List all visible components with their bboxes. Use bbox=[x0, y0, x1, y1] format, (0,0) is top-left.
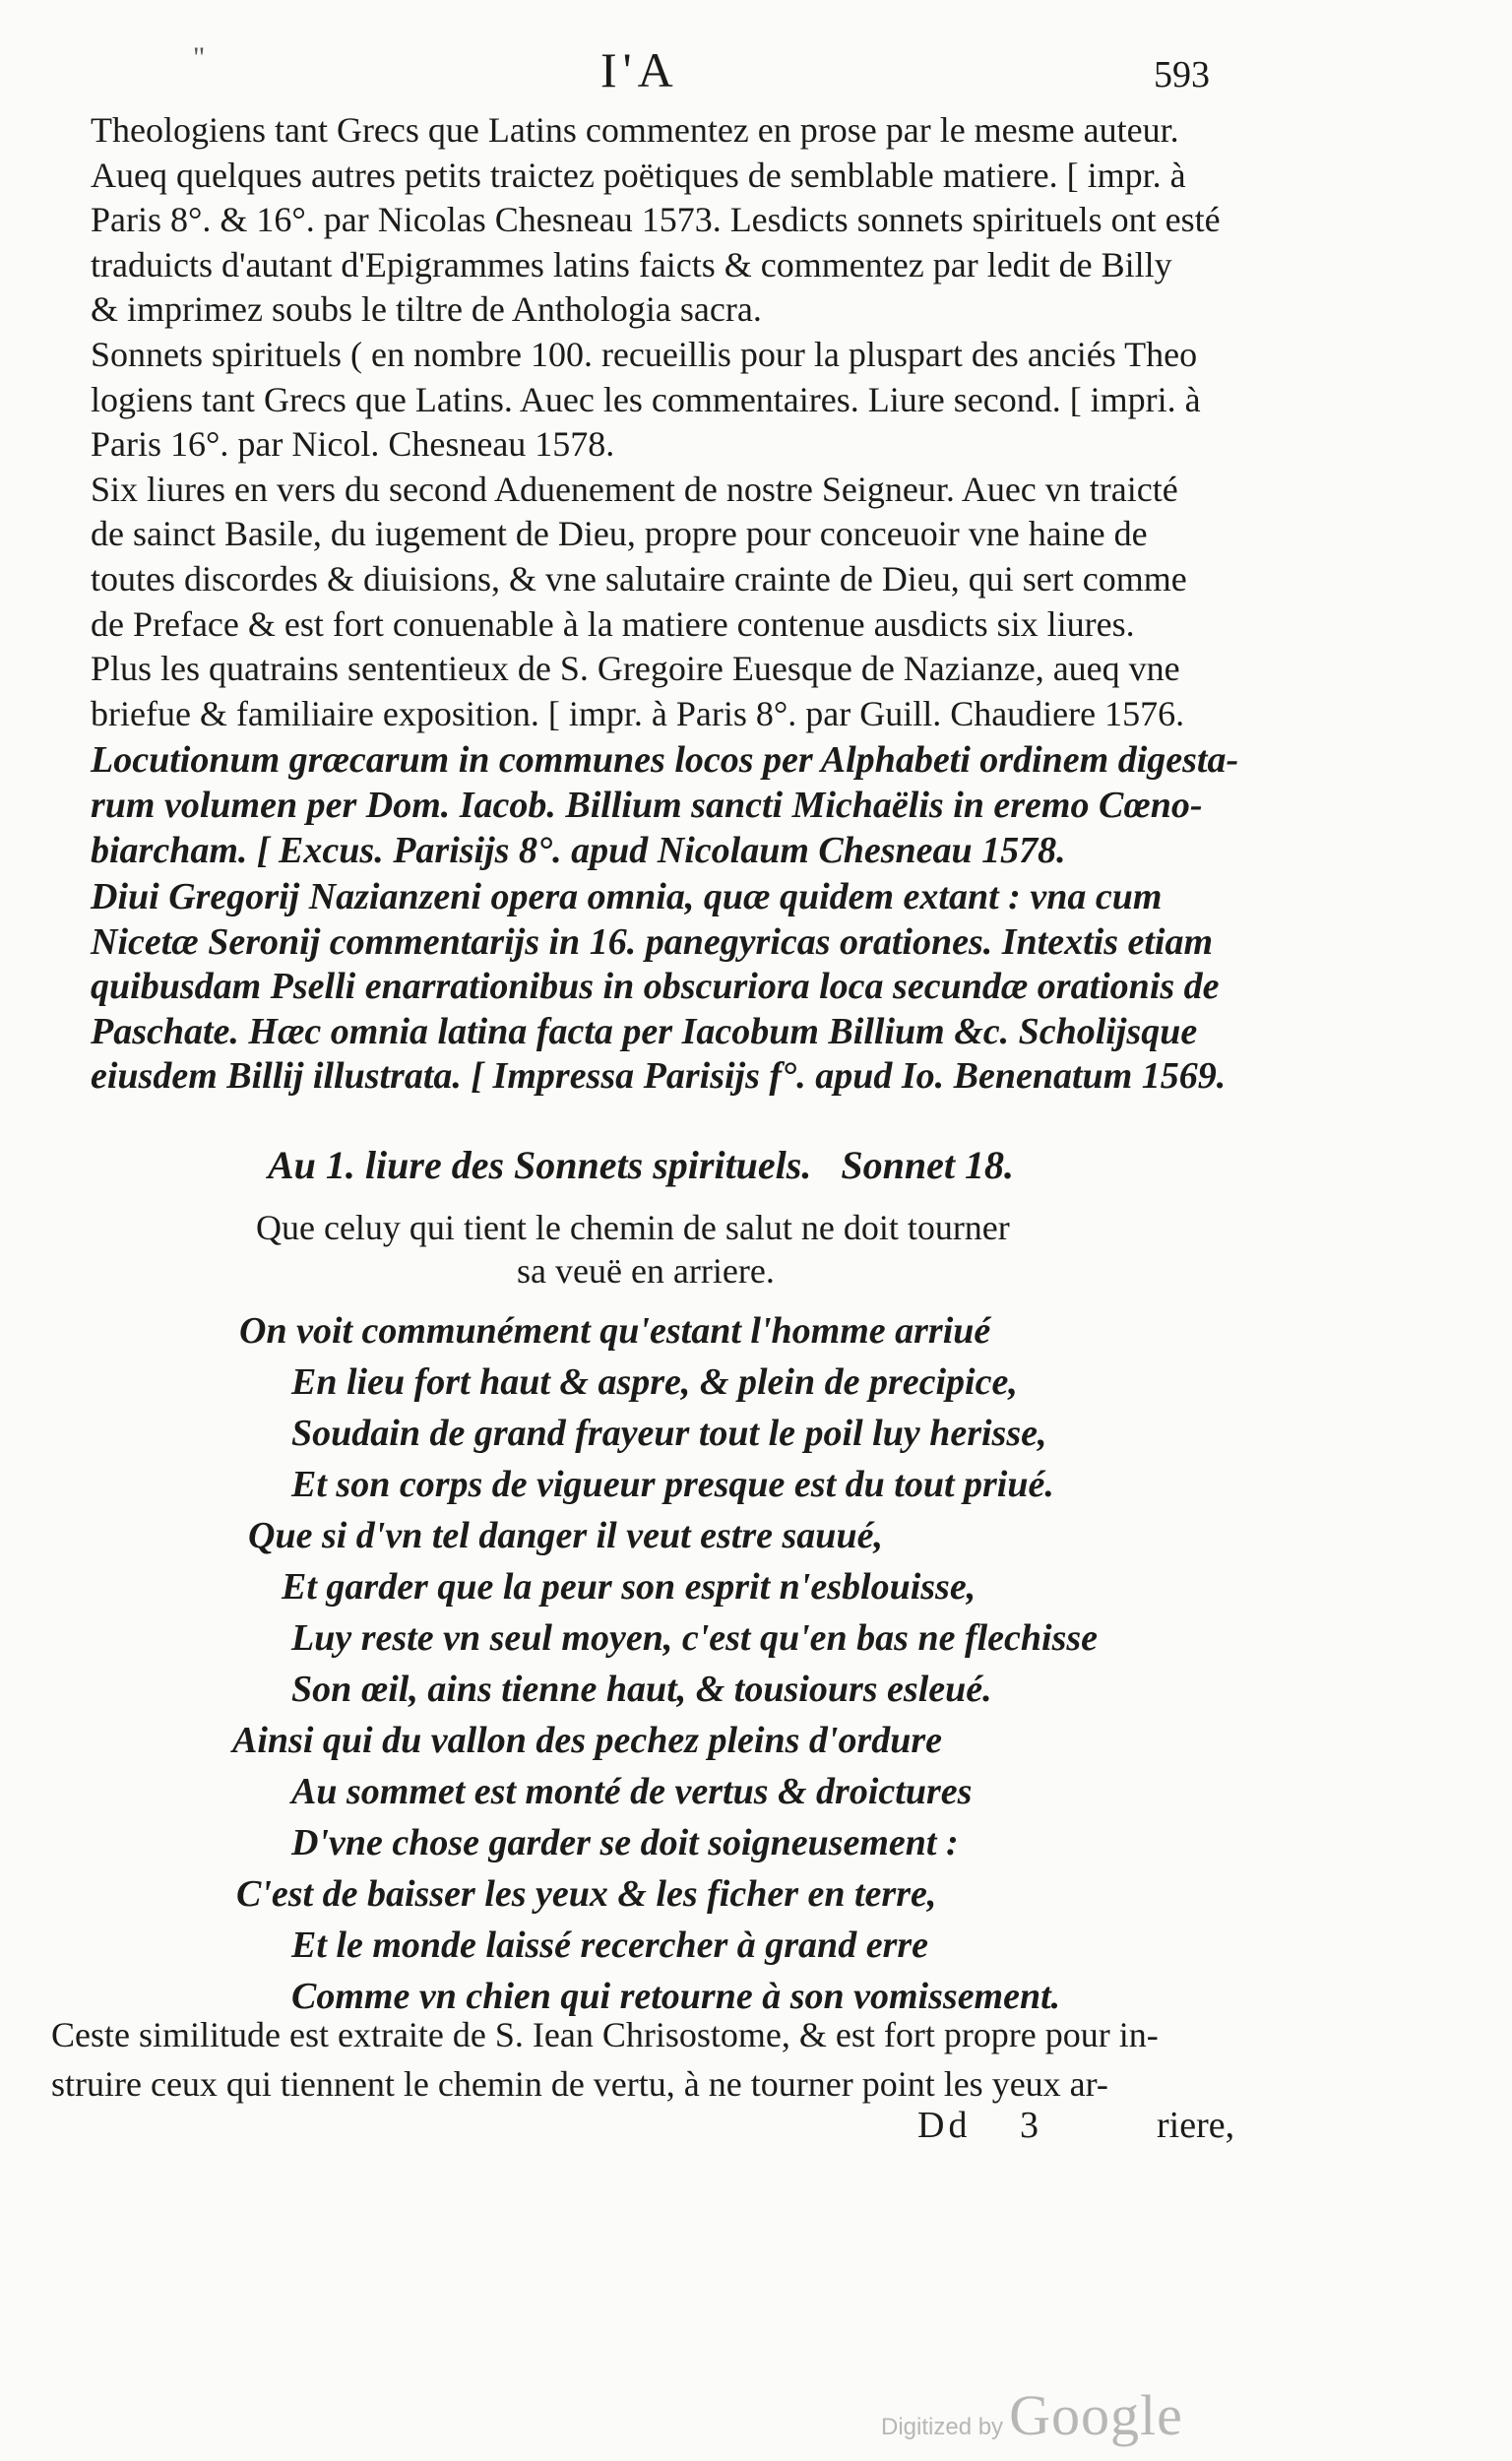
entry-line: rum volumen per Dom. Iacob. Billium sancti Michaëlis in eremo Cœno- bbox=[91, 784, 1203, 826]
signature-mark: Dd bbox=[917, 2105, 972, 2146]
entry-line: Plus les quatrains sententieux de S. Gregoire Euesque de Nazianze, aueq vne bbox=[91, 649, 1180, 689]
argument-line: sa veuë en arriere. bbox=[517, 1251, 775, 1291]
digitized-watermark bbox=[881, 2382, 1183, 2448]
commentary bbox=[51, 2010, 1282, 2109]
verse-line: Soudain de grand frayeur tout le poil luy herisse, bbox=[291, 1413, 1047, 1454]
commentary-line: Ceste similitude est extraite de S. Iean Chrisostome, & est fort propre pour in- bbox=[51, 2015, 1159, 2054]
entry-line: Nicetæ Seronij commentarijs in 16. panegyricas orationes. Intextis etiam bbox=[91, 920, 1214, 963]
bibliography-entries bbox=[91, 108, 1282, 1100]
catchline bbox=[0, 2104, 1512, 2153]
entry-line: de Preface & est fort conuenable à la matiere contenue ausdicts six liures. bbox=[91, 603, 1135, 644]
entry-line: toutes discordes & diuisions, & vne salutaire crainte de Dieu, qui sert comme bbox=[91, 558, 1187, 599]
commentary-line: struire ceux qui tiennent le chemin de vertu, à ne tourner point les yeux ar- bbox=[51, 2064, 1108, 2104]
entry-sonnets-first-book bbox=[91, 108, 1282, 333]
entry-line: biarcham. [ Excus. Parisijs 8°. apud Nicolaum Chesneau 1578. bbox=[91, 829, 1066, 871]
entry-line: Diui Gregorij Nazianzeni opera omnia, quæ quidem extant : vna cum bbox=[91, 876, 1163, 918]
verse-line: Comme vn chien qui retourne à son vomissement. bbox=[291, 1976, 1061, 2017]
signature-number: 3 bbox=[1020, 2105, 1039, 2146]
entry-line: Theologiens tant Grecs que Latins commentez en prose par le mesme auteur. bbox=[91, 110, 1179, 150]
entry-sonnets-second-book bbox=[91, 333, 1282, 468]
entry-line: de sainct Basile, du iugement de Dieu, propre pour conceuoir vne haine de bbox=[91, 514, 1148, 554]
entry-line: briefue & familiaire exposition. [ impr. à Paris 8°. par Guill. Chaudiere 1576. bbox=[91, 693, 1185, 733]
entry-line: logiens tant Grecs que Latins. Auec les commentaires. Liure second. [ impri. à bbox=[91, 379, 1201, 419]
sonnet-number: Sonnet 18. bbox=[841, 1143, 1014, 1187]
verse-line: D'vne chose garder se doit soigneusement : bbox=[291, 1822, 959, 1863]
verse-line: Son œil, ains tienne haut, & tousiours esleué. bbox=[291, 1669, 992, 1710]
verse-line: Et son corps de vigueur presque est du tout priué. bbox=[291, 1464, 1054, 1505]
verse-line: Et garder que la peur son esprit n'esblouisse, bbox=[282, 1566, 976, 1608]
entry-line: Paris 16°. par Nicol. Chesneau 1578. bbox=[91, 424, 615, 465]
entry-line: Locutionum græcarum in communes locos per Alphabeti ordinem digesta- bbox=[91, 739, 1239, 782]
verse-line: En lieu fort haut & aspre, & plein de precipice, bbox=[291, 1361, 1018, 1403]
page-header bbox=[0, 41, 1512, 110]
entry-line: eiusdem Billij illustrata. [ Impressa Parisijs f°. apud Io. Benenatum 1569. bbox=[91, 1055, 1227, 1098]
sonnet-heading bbox=[268, 1142, 1014, 1188]
entry-locutionum bbox=[91, 738, 1282, 873]
catchword: riere, bbox=[1157, 2105, 1235, 2146]
entry-line: Paris 8°. & 16°. par Nicolas Chesneau 1573. Lesdicts sonnets spirituels ont esté bbox=[91, 200, 1221, 240]
entry-six-liures bbox=[91, 468, 1282, 737]
entry-gregorii-opera bbox=[91, 875, 1282, 1100]
verse-line: Ainsi qui du vallon des pechez pleins d'ordure bbox=[232, 1720, 943, 1761]
stray-mark: " bbox=[193, 41, 206, 74]
entry-line: traduicts d'autant d'Epigrammes latins faicts & commentez par ledit de Billy bbox=[91, 244, 1172, 284]
argument-line: Que celuy qui tient le chemin de salut ne doit tourner bbox=[256, 1208, 1010, 1247]
entry-line: quibusdam Pselli enarrationibus in obscuriora loca secundæ orationis de bbox=[91, 966, 1220, 1008]
verse-line: Que si d'vn tel danger il veut estre sauué, bbox=[248, 1515, 883, 1556]
verse-line: On voit communément qu'estant l'homme arriué bbox=[239, 1310, 991, 1352]
sonnet-heading-text: Au 1. liure des Sonnets spirituels. bbox=[268, 1143, 812, 1187]
entry-line: & imprimez soubs le tiltre de Anthologia sacra. bbox=[91, 289, 762, 330]
entry-line: Aueq quelques autres petits traictez poëtiques de semblable matiere. [ impr. à bbox=[91, 155, 1186, 195]
page-number: 593 bbox=[1154, 54, 1210, 95]
google-logo: Google bbox=[1009, 2383, 1183, 2447]
verse-line: Au sommet est monté de vertus & droictures bbox=[291, 1771, 973, 1812]
entry-line: Paschate. Hæc omnia latina facta per Iacobum Billium &c. Scholijsque bbox=[91, 1010, 1198, 1052]
entry-line: Six liures en vers du second Aduenement de nostre Seigneur. Auec vn traicté bbox=[91, 469, 1178, 509]
verse-line: Et le monde laissé recercher à grand erre bbox=[291, 1925, 929, 1966]
verse-line: C'est de baisser les yeux & les ficher en terre, bbox=[236, 1873, 937, 1915]
entry-line: Sonnets spirituels ( en nombre 100. recueillis pour la pluspart des anciés Theo bbox=[91, 334, 1198, 374]
watermark-caption: Digitized by bbox=[881, 2414, 1004, 2440]
verse-line: Luy reste vn seul moyen, c'est qu'en bas ne flechisse bbox=[291, 1617, 1099, 1659]
running-head: I'A bbox=[600, 42, 679, 97]
